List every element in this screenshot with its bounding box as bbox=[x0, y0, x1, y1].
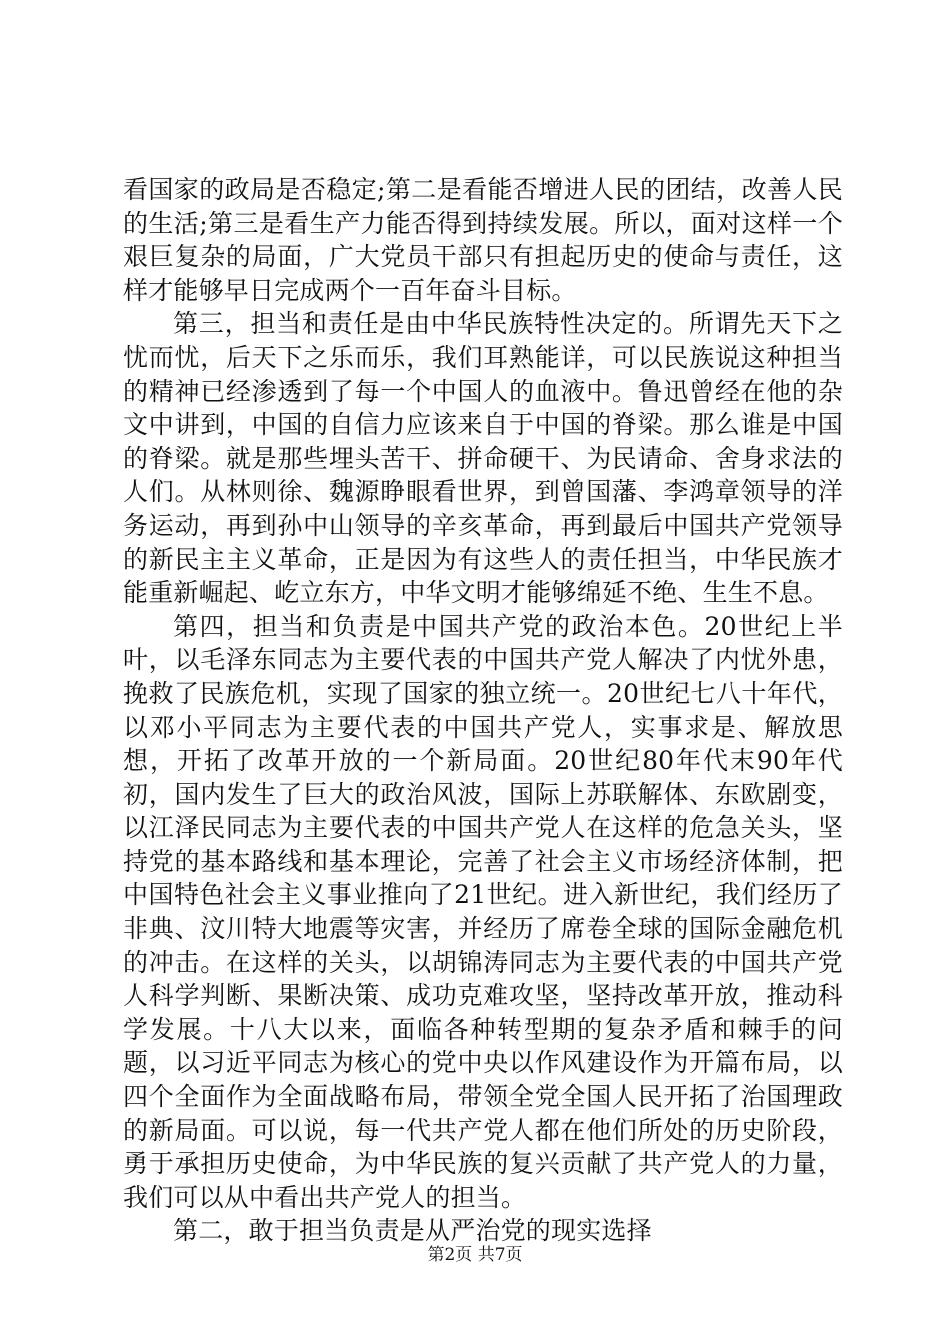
page-number-label: 第2页 共7页 bbox=[427, 1245, 523, 1265]
paragraph-4-heading: 第二，敢于担当负责是从严治党的现实选择 bbox=[173, 1216, 652, 1246]
paragraph-2: 第三，担当和责任是由中华民族特性决定的。所谓先天下之忧而忧，后天下之乐而乐，我们耳熟能详，可以民族说这种担当的精神已经渗透到了每一个中国人的血液中。鲁迅曾经在他的杂文中讲到，中国的自信力应该来自于中国的脊梁。那么谁是中国的脊梁。就是那些埋头苦干、拼命硬干、为民请命、舍身求法的人们。从林则徐、魏源睁眼看世界，到曾国藩、李鸿章领导的洋务运动，再到孙中山领导的辛亥革命，再到最后中国共产党领导的新民主主义革命，正是因为有这些人的责任担当，中华民族才能重新崛起、屹立东方，中华文明才能够绵延不绝、生生不息。 bbox=[123, 309, 843, 608]
document-body bbox=[123, 173, 843, 1248]
page-footer bbox=[0, 1244, 950, 1266]
paragraph-1: 看国家的政局是否稳定;第二是看能否增进人民的团结，改善人民的生活;第三是看生产力能否得到持续发展。所以，面对这样一个艰巨复杂的局面，广大党员干部只有担起历史的使命与责任，这样才能够早日完成两个一百年奋斗目标。 bbox=[123, 175, 843, 305]
paragraph-3: 第四，担当和负责是中国共产党的政治本色。20世纪上半叶，以毛泽东同志为主要代表的中国共产党人解决了内忧外患，挽救了民族危机，实现了国家的独立统一。20世纪七八十年代，以邓小平同志为主要代表的中国共产党人，实事求是、解放思想，开拓了改革开放的一个新局面。20世纪80年代末90年代初，国内发生了巨大的政治风波，国际上苏联解体、东欧剧变，以江泽民同志为主要代表的中国共产党人在这样的危急关头，坚持党的基本路线和基本理论，完善了社会主义市场经济体制，把中国特色社会主义事业推向了21世纪。进入新世纪，我们经历了非典、汶川特大地震等灾害，并经历了席卷全球的国际金融危机的冲击。在这样的关头，以胡锦涛同志为主要代表的中国共产党人科学判断、果断决策、成功克难攻坚，坚持改革开放，推动科学发展。十八大以来，面临各种转型期的复杂矛盾和棘手的问题，以习近平同志为核心的党中央以作风建设作为开篇布局，以四个全面作为全面战略布局，带领全党全国人民开拓了治国理政的新局面。可以说，每一代共产党人都在他们所处的历史阶段，勇于承担历史使命，为中华民族的复兴贡献了共产党人的力量，我们可以从中看出共产党人的担当。 bbox=[123, 611, 843, 1212]
